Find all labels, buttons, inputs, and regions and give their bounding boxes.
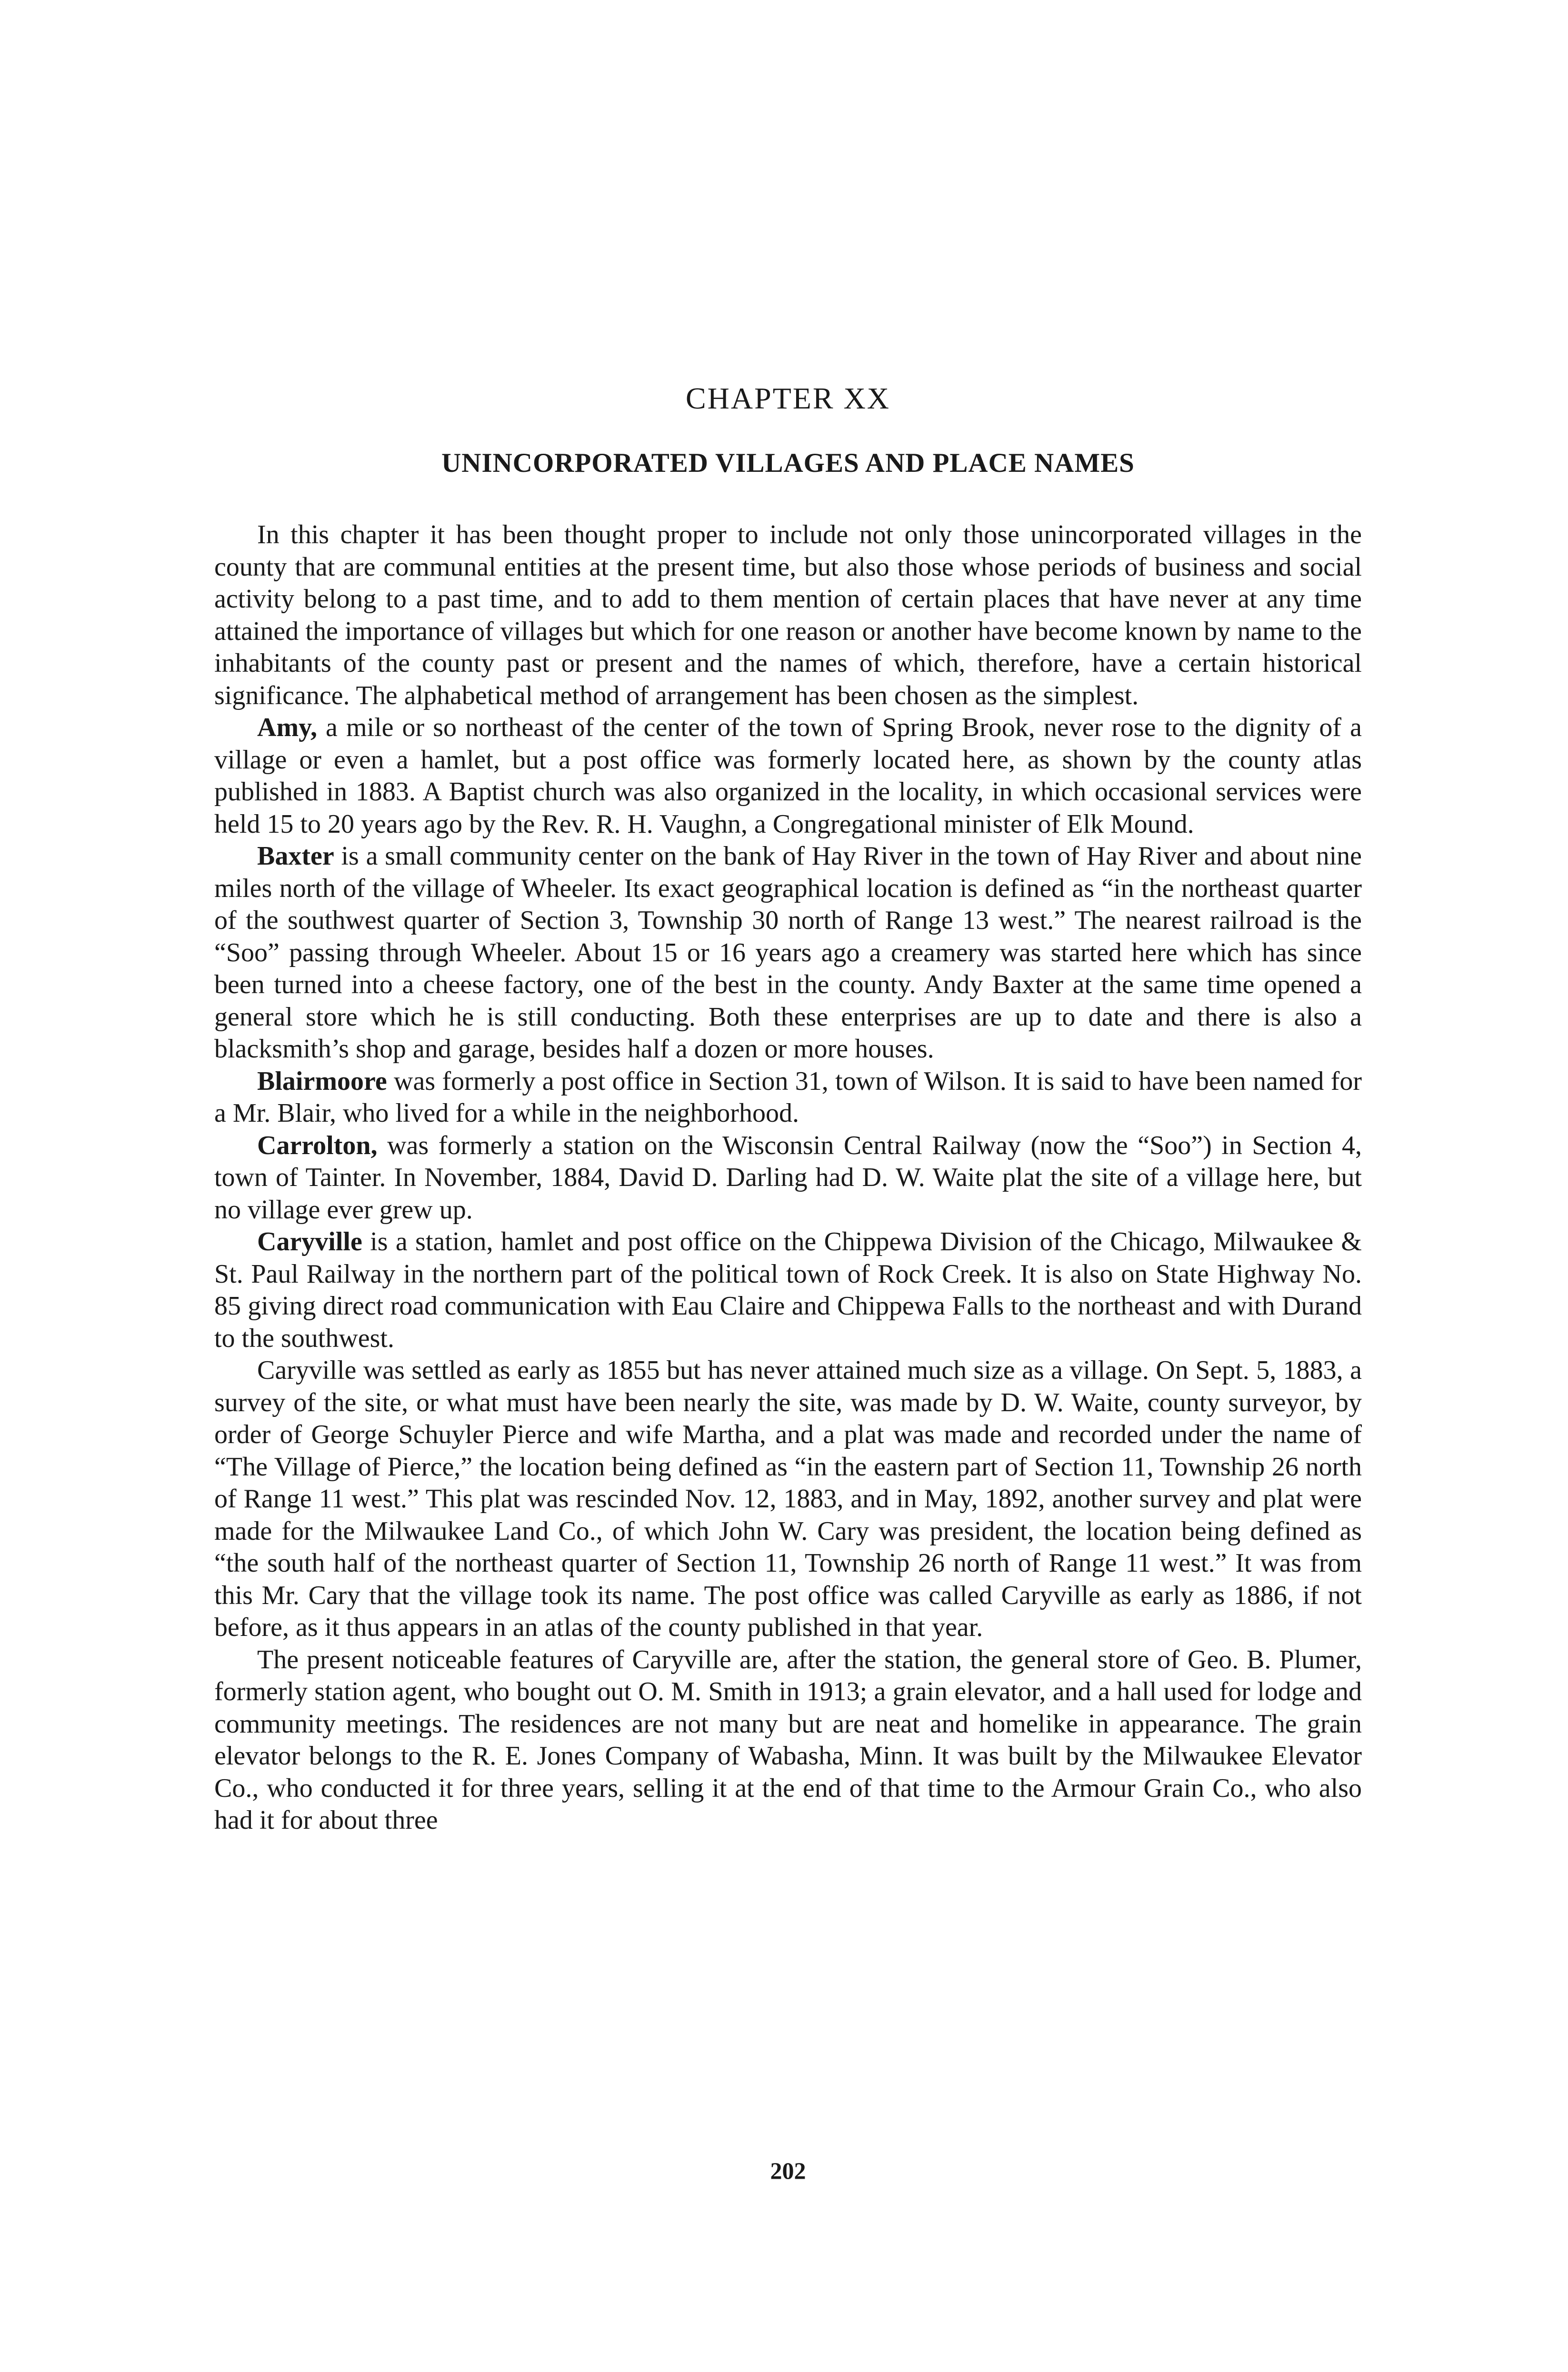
entry-heading: Carrolton, — [257, 1130, 378, 1160]
paragraph-text: was formerly a post office in Section 31, town of Wilson. It is said to have been named for a Mr. Blair, who lived for a while in the neighborhood. — [214, 1066, 1362, 1128]
entry-heading: Blairmoore — [257, 1066, 387, 1096]
entry-heading: Baxter — [257, 841, 334, 871]
paragraph-text: a mile or so northeast of the center of the town of Spring Brook, never rose to the dignity of a village or even a hamlet, but a post office was formerly located here, as shown by the county atlas published in 1883. A Baptist church was also organized in the locality, in which occasional services were held 15 to 20 years ago by the Rev. R. H. Vaughn, a Congregational minister of Elk Mound. — [214, 713, 1362, 839]
chapter-number: CHAPTER XX — [685, 381, 891, 415]
paragraph-text: In this chapter it has been thought proper to include not only those unincorporated villages in the county that are communal entities at the present time, but also those whose periods of business and social activity belong to a past time, and to add to them mention of certain places that have never at any time attained the importance of villages but which for one reason or another have become known by name to the inhabitants of the county past or present and the names of which, therefore, have a certain historical significance. The alphabetical method of arrangement has been chosen as the simplest. — [214, 520, 1362, 710]
paragraph-text: The present noticeable features of Caryville are, after the station, the general store of Geo. B. Plumer, formerly station agent, who bought out O. M. Smith in 1913; a grain elevator, and a hall used for lodge and community meetings. The residences are not many but are neat and homelike in appearance. The grain elevator belongs to the R. E. Jones Company of Wabasha, Minn. It was built by the Milwaukee Elevator Co., who conducted it for three years, selling it at the end of that time to the Armour Grain Co., who also had it for about three — [214, 1644, 1362, 1835]
paragraph-intro — [214, 519, 1362, 712]
chapter-title: UNINCORPORATED VILLAGES AND PLACE NAMES — [441, 448, 1135, 478]
paragraph-text: is a station, hamlet and post office on the Chippewa Division of the Chicago, Milwaukee & St. Paul Railway in the northern part of the political town of Rock Creek. It is also on State Highway No. 85 giving direct road communication with Eau Claire and Chippewa Falls to the northeast and with Durand to the southwest. — [214, 1227, 1362, 1353]
paragraph-text: is a small community center on the bank of Hay River in the town of Hay River and about nine miles north of the village of Wheeler. Its exact geographical location is defined as “in the northeast quarter of the southwest quarter of Section 3, Township 30 north of Range 13 west.” The nearest railroad is the “Soo” passing through Wheeler. About 15 or 16 years ago a creamery was started here which has since been turned into a cheese factory, one of the best in the county. Andy Baxter at the same time opened a general store which he is still conducting. Both these enterprises are up to date and there is also a blacksmith’s shop and garage, besides half a dozen or more houses. — [214, 841, 1362, 1064]
paragraph-caryville-history — [214, 1355, 1362, 1644]
page-number: 202 — [770, 2157, 806, 2184]
entry-carrolton — [214, 1130, 1362, 1226]
entry-amy — [214, 712, 1362, 840]
entry-blairmoore — [214, 1066, 1362, 1130]
entry-heading: Amy, — [257, 713, 317, 742]
paragraph-caryville-features — [214, 1644, 1362, 1837]
entry-heading: Caryville — [257, 1227, 362, 1256]
paragraph-text: was formerly a station on the Wisconsin Central Railway (now the “Soo”) in Section 4, town of Tainter. In November, 1884, David D. Darling had D. W. Waite plat the site of a village here, but no village ever grew up. — [214, 1130, 1362, 1225]
chapter-body — [214, 519, 1362, 1837]
entry-baxter — [214, 840, 1362, 1066]
paragraph-text: Caryville was settled as early as 1855 but has never attained much size as a village. On Sept. 5, 1883, a survey of the site, or what must have been nearly the site, was made by D. W. Waite, county surveyor, by order of George Schuyler Pierce and wife Martha, and a plat was made and recorded under the name of “The Village of Pierce,” the location being defined as “in the eastern part of Section 11, Township 26 north of Range 11 west.” This plat was rescinded Nov. 12, 1883, and in May, 1892, another survey and plat were made for the Milwaukee Land Co., of which John W. Cary was president, the location being defined as “the south half of the northeast quarter of Section 11, Township 26 north of Range 11 west.” It was from this Mr. Cary that the village took its name. The post office was called Caryville as early as 1886, if not before, as it thus appears in an atlas of the county published in that year. — [214, 1355, 1362, 1642]
entry-caryville — [214, 1226, 1362, 1355]
